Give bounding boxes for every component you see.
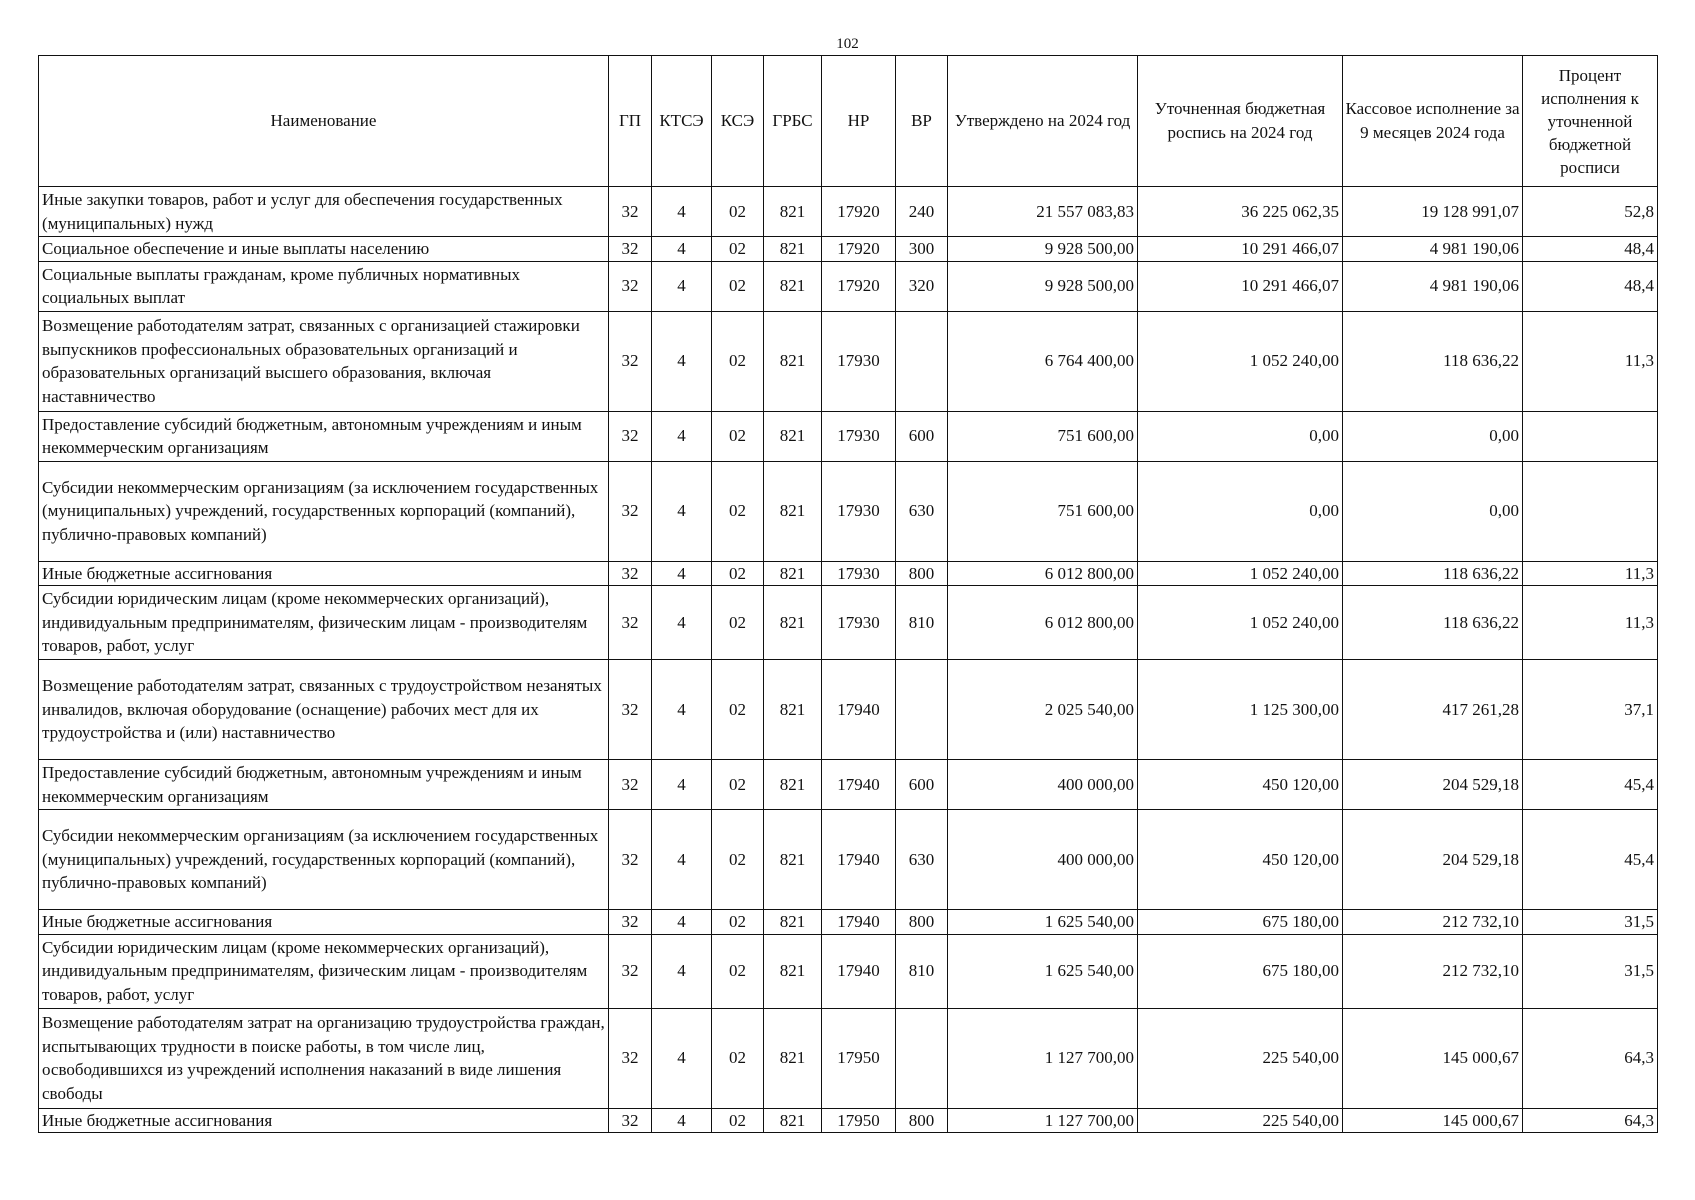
row-refined: 1 052 240,00 [1138, 561, 1343, 586]
table-header [39, 56, 1658, 187]
row-refined: 1 052 240,00 [1138, 586, 1343, 660]
row-cash: 4 981 190,06 [1343, 237, 1523, 262]
row-grbs: 821 [764, 810, 822, 910]
table-row [39, 561, 1658, 586]
row-kse: 02 [712, 237, 764, 262]
row-refined: 1 125 300,00 [1138, 660, 1343, 760]
row-kse: 02 [712, 760, 764, 810]
table-row [39, 461, 1658, 561]
table-row [39, 1108, 1658, 1133]
row-gp: 32 [609, 760, 652, 810]
row-kse: 02 [712, 261, 764, 311]
row-name: Иные закупки товаров, работ и услуг для обеспечения государственных (муниципальных) нужд [39, 187, 609, 237]
row-name: Социальное обеспечение и иные выплаты населению [39, 237, 609, 262]
row-name: Возмещение работодателям затрат на организацию трудоустройства граждан, испытывающих трудности в поиске работы, в том числе лиц, освободившихся из учреждений исполнения наказаний в виде лишения свободы [39, 1008, 609, 1108]
row-cash: 19 128 991,07 [1343, 187, 1523, 237]
header-nr: НР [822, 56, 896, 187]
row-vr: 800 [896, 910, 948, 935]
budget-table [38, 55, 1658, 1133]
row-ktse: 4 [652, 261, 712, 311]
row-refined: 1 052 240,00 [1138, 311, 1343, 411]
row-refined: 10 291 466,07 [1138, 237, 1343, 262]
row-refined: 36 225 062,35 [1138, 187, 1343, 237]
row-gp: 32 [609, 660, 652, 760]
row-cash: 204 529,18 [1343, 810, 1523, 910]
row-cash: 204 529,18 [1343, 760, 1523, 810]
row-gp: 32 [609, 1008, 652, 1108]
row-vr: 600 [896, 411, 948, 461]
row-approved: 9 928 500,00 [948, 237, 1138, 262]
row-nr: 17930 [822, 311, 896, 411]
row-cash: 118 636,22 [1343, 561, 1523, 586]
row-vr: 630 [896, 810, 948, 910]
row-approved: 21 557 083,83 [948, 187, 1138, 237]
row-grbs: 821 [764, 586, 822, 660]
row-kse: 02 [712, 910, 764, 935]
row-vr: 600 [896, 760, 948, 810]
header-gp: ГП [609, 56, 652, 187]
row-grbs: 821 [764, 910, 822, 935]
row-grbs: 821 [764, 660, 822, 760]
row-name: Иные бюджетные ассигнования [39, 910, 609, 935]
row-ktse: 4 [652, 760, 712, 810]
row-ktse: 4 [652, 561, 712, 586]
row-nr: 17920 [822, 261, 896, 311]
row-nr: 17930 [822, 411, 896, 461]
row-approved: 751 600,00 [948, 461, 1138, 561]
row-approved: 1 625 540,00 [948, 910, 1138, 935]
row-refined: 0,00 [1138, 461, 1343, 561]
row-gp: 32 [609, 810, 652, 910]
page-number: 102 [836, 36, 859, 52]
row-vr [896, 1008, 948, 1108]
row-name: Субсидии юридическим лицам (кроме некоммерческих организаций), индивидуальным предпринимателям, физическим лицам - производителям товаров, работ, услуг [39, 934, 609, 1008]
table-row [39, 934, 1658, 1008]
table-row [39, 261, 1658, 311]
row-vr: 320 [896, 261, 948, 311]
row-nr: 17930 [822, 586, 896, 660]
row-grbs: 821 [764, 561, 822, 586]
row-percent: 45,4 [1523, 760, 1658, 810]
row-approved: 6 764 400,00 [948, 311, 1138, 411]
row-gp: 32 [609, 910, 652, 935]
row-percent: 37,1 [1523, 660, 1658, 760]
row-ktse: 4 [652, 934, 712, 1008]
row-percent: 48,4 [1523, 261, 1658, 311]
row-nr: 17920 [822, 237, 896, 262]
row-nr: 17940 [822, 760, 896, 810]
row-cash: 0,00 [1343, 411, 1523, 461]
row-grbs: 821 [764, 1008, 822, 1108]
row-cash: 145 000,67 [1343, 1008, 1523, 1108]
row-refined: 225 540,00 [1138, 1108, 1343, 1133]
row-kse: 02 [712, 561, 764, 586]
row-nr: 17940 [822, 660, 896, 760]
row-cash: 212 732,10 [1343, 934, 1523, 1008]
row-approved: 751 600,00 [948, 411, 1138, 461]
row-nr: 17920 [822, 187, 896, 237]
row-nr: 17940 [822, 810, 896, 910]
row-kse: 02 [712, 311, 764, 411]
row-grbs: 821 [764, 237, 822, 262]
row-cash: 417 261,28 [1343, 660, 1523, 760]
row-vr [896, 311, 948, 411]
header-cash: Кассовое исполнение за 9 месяцев 2024 года [1343, 56, 1523, 187]
row-nr: 17930 [822, 461, 896, 561]
row-percent: 11,3 [1523, 586, 1658, 660]
table-row [39, 810, 1658, 910]
row-gp: 32 [609, 561, 652, 586]
row-vr: 300 [896, 237, 948, 262]
row-ktse: 4 [652, 586, 712, 660]
row-kse: 02 [712, 586, 764, 660]
row-gp: 32 [609, 461, 652, 561]
header-approved: Утверждено на 2024 год [948, 56, 1138, 187]
row-percent: 64,3 [1523, 1108, 1658, 1133]
row-nr: 17940 [822, 934, 896, 1008]
row-grbs: 821 [764, 1108, 822, 1133]
table-row [39, 237, 1658, 262]
row-percent: 11,3 [1523, 311, 1658, 411]
row-vr: 630 [896, 461, 948, 561]
header-row [39, 56, 1658, 187]
row-percent: 64,3 [1523, 1008, 1658, 1108]
row-kse: 02 [712, 1008, 764, 1108]
table-row [39, 660, 1658, 760]
row-percent: 31,5 [1523, 934, 1658, 1008]
row-name: Предоставление субсидий бюджетным, автономным учреждениям и иным некоммерческим организациям [39, 760, 609, 810]
row-cash: 212 732,10 [1343, 910, 1523, 935]
row-name: Социальные выплаты гражданам, кроме публичных нормативных социальных выплат [39, 261, 609, 311]
table-row [39, 1008, 1658, 1108]
row-ktse: 4 [652, 187, 712, 237]
row-ktse: 4 [652, 1108, 712, 1133]
header-ktse: КТСЭ [652, 56, 712, 187]
row-refined: 225 540,00 [1138, 1008, 1343, 1108]
row-percent [1523, 461, 1658, 561]
row-ktse: 4 [652, 810, 712, 910]
header-kse: КСЭ [712, 56, 764, 187]
row-vr: 240 [896, 187, 948, 237]
header-vr: ВР [896, 56, 948, 187]
row-cash: 145 000,67 [1343, 1108, 1523, 1133]
row-percent [1523, 411, 1658, 461]
row-nr: 17940 [822, 910, 896, 935]
row-name: Субсидии некоммерческим организациям (за исключением государственных (муниципальных) учреждений, государственных корпораций (компаний), публично-правовых компаний) [39, 810, 609, 910]
row-percent: 31,5 [1523, 910, 1658, 935]
row-gp: 32 [609, 586, 652, 660]
row-name: Возмещение работодателям затрат, связанных с трудоустройством незанятых инвалидов, включая оборудование (оснащение) рабочих мест для их трудоустройства и (или) наставничество [39, 660, 609, 760]
row-gp: 32 [609, 1108, 652, 1133]
row-name: Предоставление субсидий бюджетным, автономным учреждениям и иным некоммерческим организациям [39, 411, 609, 461]
row-refined: 10 291 466,07 [1138, 261, 1343, 311]
header-percent: Процент исполнения к уточненной бюджетной росписи [1523, 56, 1658, 187]
row-grbs: 821 [764, 934, 822, 1008]
row-kse: 02 [712, 934, 764, 1008]
header-refined: Уточненная бюджетная роспись на 2024 год [1138, 56, 1343, 187]
row-vr [896, 660, 948, 760]
row-gp: 32 [609, 261, 652, 311]
row-approved: 400 000,00 [948, 810, 1138, 910]
row-approved: 400 000,00 [948, 760, 1138, 810]
row-gp: 32 [609, 237, 652, 262]
row-approved: 2 025 540,00 [948, 660, 1138, 760]
row-vr: 800 [896, 1108, 948, 1133]
table-row [39, 586, 1658, 660]
row-ktse: 4 [652, 237, 712, 262]
row-kse: 02 [712, 187, 764, 237]
row-ktse: 4 [652, 311, 712, 411]
row-gp: 32 [609, 311, 652, 411]
row-grbs: 821 [764, 411, 822, 461]
row-percent: 48,4 [1523, 237, 1658, 262]
row-grbs: 821 [764, 261, 822, 311]
row-name: Субсидии юридическим лицам (кроме некоммерческих организаций), индивидуальным предпринимателям, физическим лицам - производителям товаров, работ, услуг [39, 586, 609, 660]
row-nr: 17930 [822, 561, 896, 586]
header-name: Наименование [39, 56, 609, 187]
row-name: Иные бюджетные ассигнования [39, 561, 609, 586]
row-nr: 17950 [822, 1108, 896, 1133]
row-grbs: 821 [764, 461, 822, 561]
row-approved: 1 127 700,00 [948, 1108, 1138, 1133]
table-body [39, 187, 1658, 1133]
row-gp: 32 [609, 411, 652, 461]
row-refined: 450 120,00 [1138, 760, 1343, 810]
row-refined: 0,00 [1138, 411, 1343, 461]
row-approved: 6 012 800,00 [948, 586, 1138, 660]
row-kse: 02 [712, 461, 764, 561]
row-refined: 450 120,00 [1138, 810, 1343, 910]
row-cash: 4 981 190,06 [1343, 261, 1523, 311]
row-approved: 9 928 500,00 [948, 261, 1138, 311]
row-ktse: 4 [652, 910, 712, 935]
row-ktse: 4 [652, 461, 712, 561]
row-percent: 11,3 [1523, 561, 1658, 586]
row-name: Иные бюджетные ассигнования [39, 1108, 609, 1133]
row-ktse: 4 [652, 660, 712, 760]
row-vr: 810 [896, 586, 948, 660]
row-cash: 0,00 [1343, 461, 1523, 561]
row-cash: 118 636,22 [1343, 311, 1523, 411]
row-vr: 810 [896, 934, 948, 1008]
row-gp: 32 [609, 934, 652, 1008]
header-grbs: ГРБС [764, 56, 822, 187]
row-approved: 1 625 540,00 [948, 934, 1138, 1008]
row-grbs: 821 [764, 760, 822, 810]
row-approved: 6 012 800,00 [948, 561, 1138, 586]
row-grbs: 821 [764, 311, 822, 411]
row-cash: 118 636,22 [1343, 586, 1523, 660]
row-grbs: 821 [764, 187, 822, 237]
row-vr: 800 [896, 561, 948, 586]
table-row [39, 411, 1658, 461]
table-row [39, 311, 1658, 411]
table-row [39, 187, 1658, 237]
row-name: Возмещение работодателям затрат, связанных с организацией стажировки выпускников профессиональных образовательных организаций и образовательных организаций высшего образования, включая наставничество [39, 311, 609, 411]
row-kse: 02 [712, 810, 764, 910]
row-name: Субсидии некоммерческим организациям (за исключением государственных (муниципальных) учреждений, государственных корпораций (компаний), публично-правовых компаний) [39, 461, 609, 561]
table-row [39, 760, 1658, 810]
row-kse: 02 [712, 1108, 764, 1133]
row-kse: 02 [712, 411, 764, 461]
row-percent: 52,8 [1523, 187, 1658, 237]
row-percent: 45,4 [1523, 810, 1658, 910]
row-refined: 675 180,00 [1138, 910, 1343, 935]
row-ktse: 4 [652, 411, 712, 461]
row-ktse: 4 [652, 1008, 712, 1108]
table-row [39, 910, 1658, 935]
row-nr: 17950 [822, 1008, 896, 1108]
row-approved: 1 127 700,00 [948, 1008, 1138, 1108]
row-kse: 02 [712, 660, 764, 760]
row-gp: 32 [609, 187, 652, 237]
row-refined: 675 180,00 [1138, 934, 1343, 1008]
